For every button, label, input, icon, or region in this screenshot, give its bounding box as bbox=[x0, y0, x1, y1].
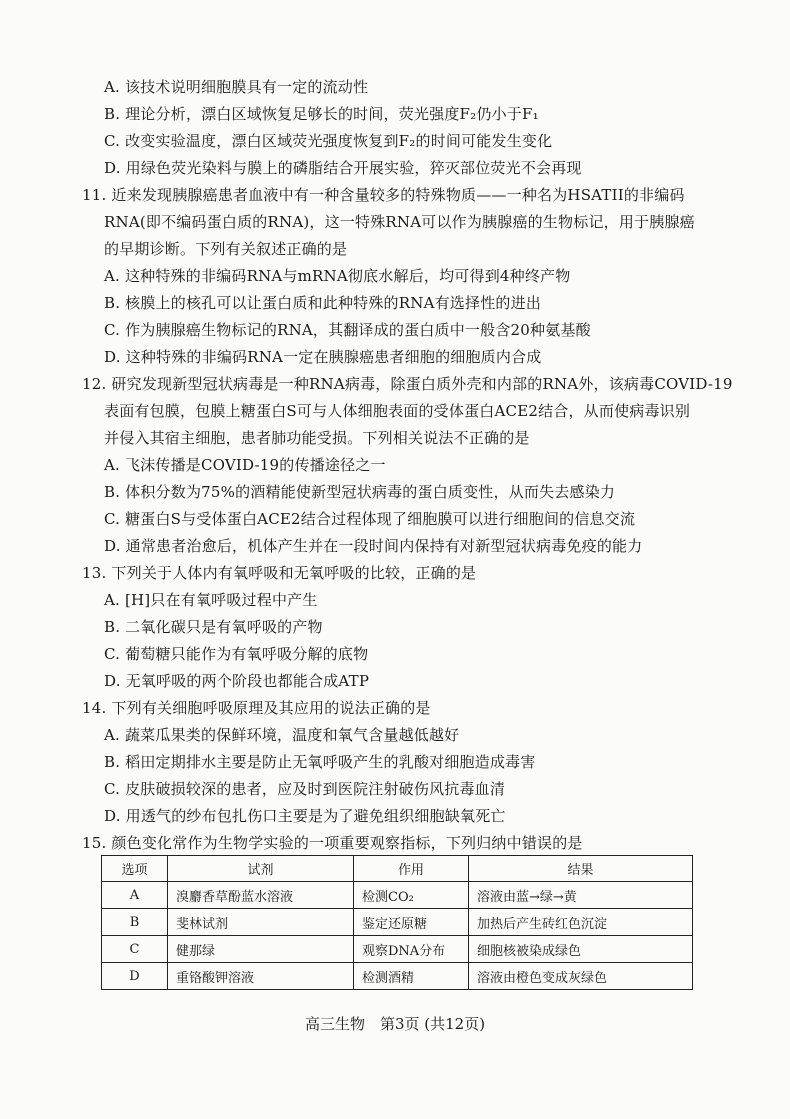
q14-option-c: C. 皮肤破损较深的患者，应及时到医院注射破伤风抗毒血清 bbox=[104, 780, 506, 798]
q12-stem-line-2: 表面有包膜，包膜上糖蛋白S可与人体细胞表面的受体蛋白ACE2结合，从而使病毒识别 bbox=[104, 402, 691, 420]
page-footer: 高三生物 第3页 (共12页) bbox=[304, 1015, 486, 1033]
q12-option-d: D. 通常患者治愈后，机体产生并在一段时间内保持有对新型冠状病毒免疫的能力 bbox=[104, 537, 643, 555]
table-row bbox=[102, 963, 693, 990]
q13-option-d: D. 无氧呼吸的两个阶段也都能合成ATP bbox=[104, 672, 370, 690]
q10-option-d: D. 用绿色荧光染料与膜上的磷脂结合开展实验，猝灭部位荧光不会再现 bbox=[104, 159, 582, 177]
cell-reagent: 重铬酸钾溶液 bbox=[168, 963, 354, 990]
q11-option-c: C. 作为胰腺癌生物标记的RNA，其翻译成的蛋白质中一般含20种氨基酸 bbox=[104, 321, 591, 339]
q11-stem-line-2: RNA(即不编码蛋白质的RNA)，这一特殊RNA可以作为胰腺癌的生物标记，用于胰腺癌 bbox=[104, 213, 695, 231]
cell-purpose: 检测酒精 bbox=[354, 963, 469, 990]
q12-stem-line-1: 12. 研究发现新型冠状病毒是一种RNA病毒，除蛋白质外壳和内部的RNA外，该病毒COVID-19 bbox=[82, 375, 733, 393]
q11-option-d: D. 这种特殊的非编码RNA一定在胰腺癌患者细胞的细胞质内合成 bbox=[104, 348, 542, 366]
q15-stem: 15. 颜色变化常作为生物学实验的一项重要观察指标，下列归纳中错误的是 bbox=[82, 834, 583, 852]
q14-option-d: D. 用透气的纱布包扎伤口主要是为了避免组织细胞缺氧死亡 bbox=[104, 807, 506, 825]
cell-purpose: 观察DNA分布 bbox=[354, 936, 469, 963]
cell-purpose: 检测CO₂ bbox=[354, 882, 469, 909]
cell-reagent: 斐林试剂 bbox=[168, 909, 354, 936]
cell-option: B bbox=[102, 909, 168, 936]
table-header-row bbox=[102, 856, 693, 882]
q14-stem: 14. 下列有关细胞呼吸原理及其应用的说法正确的是 bbox=[82, 699, 431, 717]
q10-option-b: B. 理论分析，漂白区域恢复足够长的时间，荧光强度F₂仍小于F₁ bbox=[104, 105, 539, 123]
q13-option-a: A. [H]只在有氧呼吸过程中产生 bbox=[104, 591, 318, 609]
q10-option-a: A. 该技术说明细胞膜具有一定的流动性 bbox=[104, 78, 369, 96]
table-row bbox=[102, 882, 693, 909]
q13-stem: 13. 下列关于人体内有氧呼吸和无氧呼吸的比较，正确的是 bbox=[82, 564, 477, 582]
cell-reagent: 溴麝香草酚蓝水溶液 bbox=[168, 882, 354, 909]
q14-option-a: A. 蔬菜瓜果类的保鲜环境，温度和氧气含量越低越好 bbox=[104, 726, 460, 744]
cell-option: C bbox=[102, 936, 168, 963]
cell-result: 溶液由橙色变成灰绿色 bbox=[469, 963, 693, 990]
q15-table bbox=[101, 855, 693, 990]
q11-stem-line-3: 的早期诊断。下列有关叙述正确的是 bbox=[104, 240, 348, 258]
header-purpose: 作用 bbox=[354, 856, 469, 882]
q11-option-b: B. 核膜上的核孔可以让蛋白质和此种特殊的RNA有选择性的进出 bbox=[104, 294, 542, 312]
q14-option-b: B. 稻田定期排水主要是防止无氧呼吸产生的乳酸对细胞造成毒害 bbox=[104, 753, 536, 771]
q10-option-c: C. 改变实验温度，漂白区域荧光强度恢复到F₂的时间可能发生变化 bbox=[104, 132, 553, 150]
q12-option-a: A. 飞沫传播是COVID-19的传播途径之一 bbox=[104, 456, 386, 474]
cell-result: 加热后产生砖红色沉淀 bbox=[469, 909, 693, 936]
q11-option-a: A. 这种特殊的非编码RNA与mRNA彻底水解后，均可得到4种终产物 bbox=[104, 267, 571, 285]
q12-option-b: B. 体积分数为75%的酒精能使新型冠状病毒的蛋白质变性，从而失去感染力 bbox=[104, 483, 616, 501]
cell-option: A bbox=[102, 882, 168, 909]
cell-purpose: 鉴定还原糖 bbox=[354, 909, 469, 936]
header-option: 选项 bbox=[102, 856, 168, 882]
q12-stem-line-3: 并侵入其宿主细胞，患者肺功能受损。下列相关说法不正确的是 bbox=[104, 429, 530, 447]
header-reagent: 试剂 bbox=[168, 856, 354, 882]
table-row bbox=[102, 936, 693, 963]
cell-result: 细胞核被染成绿色 bbox=[469, 936, 693, 963]
q13-option-b: B. 二氧化碳只是有氧呼吸的产物 bbox=[104, 618, 323, 636]
q11-stem-line-1: 11. 近来发现胰腺癌患者血液中有一种含量较多的特殊物质——一种名为HSATII的非编码 bbox=[82, 186, 685, 204]
cell-result: 溶液由蓝→绿→黄 bbox=[469, 882, 693, 909]
q12-option-c: C. 糖蛋白S与受体蛋白ACE2结合过程体现了细胞膜可以进行细胞间的信息交流 bbox=[104, 510, 636, 528]
table-row bbox=[102, 909, 693, 936]
q13-option-c: C. 葡萄糖只能作为有氧呼吸分解的底物 bbox=[104, 645, 369, 663]
cell-option: D bbox=[102, 963, 168, 990]
cell-reagent: 健那绿 bbox=[168, 936, 354, 963]
header-result: 结果 bbox=[469, 856, 693, 882]
